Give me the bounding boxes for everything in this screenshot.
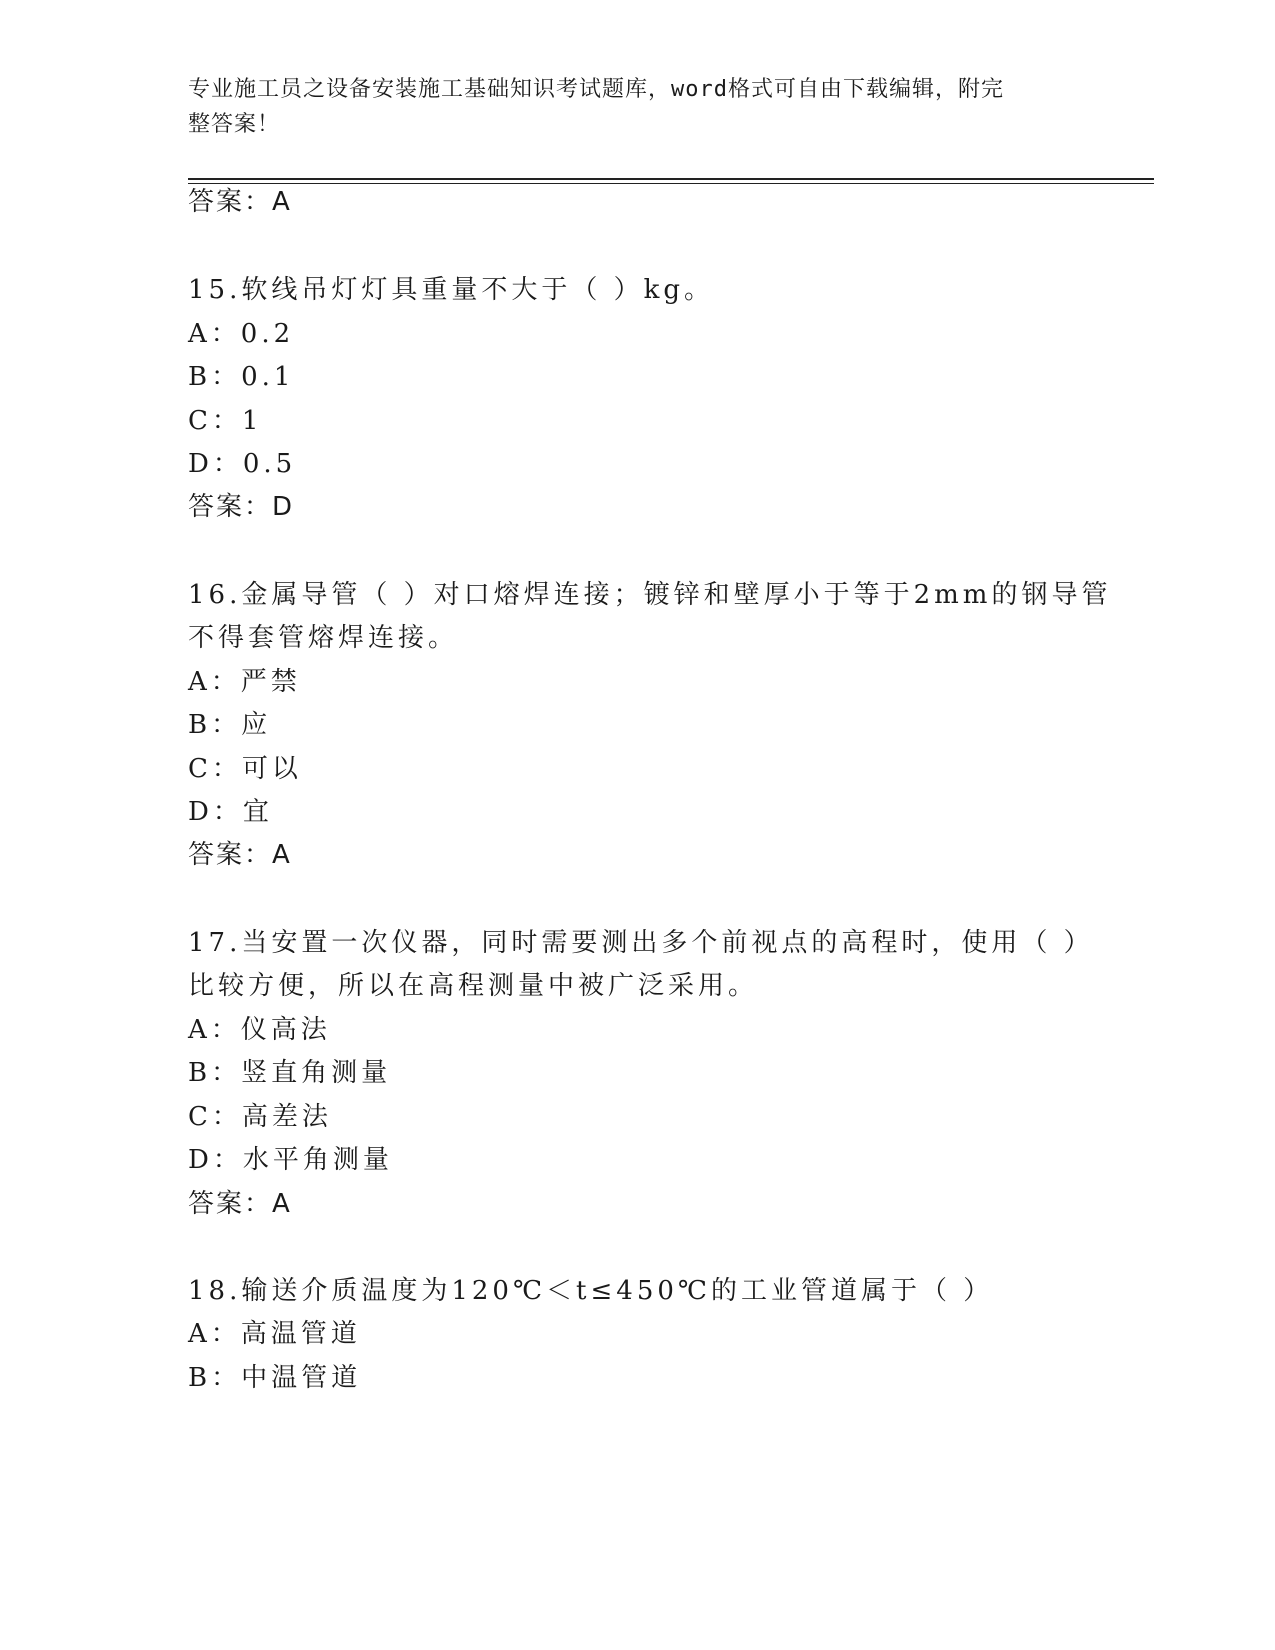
question-16-option-c: C：可以 — [188, 754, 302, 784]
question-15-option-d: D：0.5 — [188, 449, 297, 479]
question-15-answer: 答案：D — [188, 492, 295, 522]
header-divider-thin — [188, 183, 1154, 184]
header-line-2: 整答案！ — [188, 112, 281, 137]
answer-line: 答案：A — [188, 187, 292, 217]
question-15-stem: 15.软线吊灯灯具重量不大于（ ）kg。 — [188, 275, 715, 305]
question-16-stem-line-1: 16.金属导管（ ）对口熔焊连接；镀锌和壁厚小于等于2mm的钢导管 — [188, 580, 1112, 610]
question-16-stem-line-2: 不得套管熔焊连接。 — [188, 623, 459, 653]
question-15-option-b: B：0.1 — [188, 362, 295, 392]
question-16-option-d: D：宜 — [188, 797, 273, 827]
header-line-1: 专业施工员之设备安装施工基础知识考试题库，word格式可自由下载编辑，附完 — [188, 77, 1004, 102]
question-17-option-d: D：水平角测量 — [188, 1145, 393, 1175]
question-17-answer: 答案：A — [188, 1189, 292, 1219]
question-15-option-a: A：0.2 — [188, 319, 295, 349]
question-17-option-c: C：高差法 — [188, 1102, 332, 1132]
question-18-option-a: A：高温管道 — [188, 1319, 361, 1349]
question-16-answer: 答案：A — [188, 840, 292, 870]
question-17-option-a: A：仪高法 — [188, 1015, 331, 1045]
question-17-option-b: B：竖直角测量 — [188, 1058, 392, 1088]
question-16-option-a: A：严禁 — [188, 667, 301, 697]
document-header — [188, 72, 1068, 142]
header-divider — [188, 178, 1154, 180]
question-16-option-b: B：应 — [188, 710, 272, 740]
question-18-option-b: B：中温管道 — [188, 1363, 362, 1393]
question-17-stem-line-2: 比较方便，所以在高程测量中被广泛采用。 — [188, 971, 759, 1001]
question-15-option-c: C：1 — [188, 406, 263, 436]
question-17-stem-line-1: 17.当安置一次仪器，同时需要测出多个前视点的高程时，使用（ ） — [188, 928, 1094, 958]
question-18-stem: 18.输送介质温度为120℃＜t≤450℃的工业管道属于（ ） — [188, 1276, 994, 1306]
